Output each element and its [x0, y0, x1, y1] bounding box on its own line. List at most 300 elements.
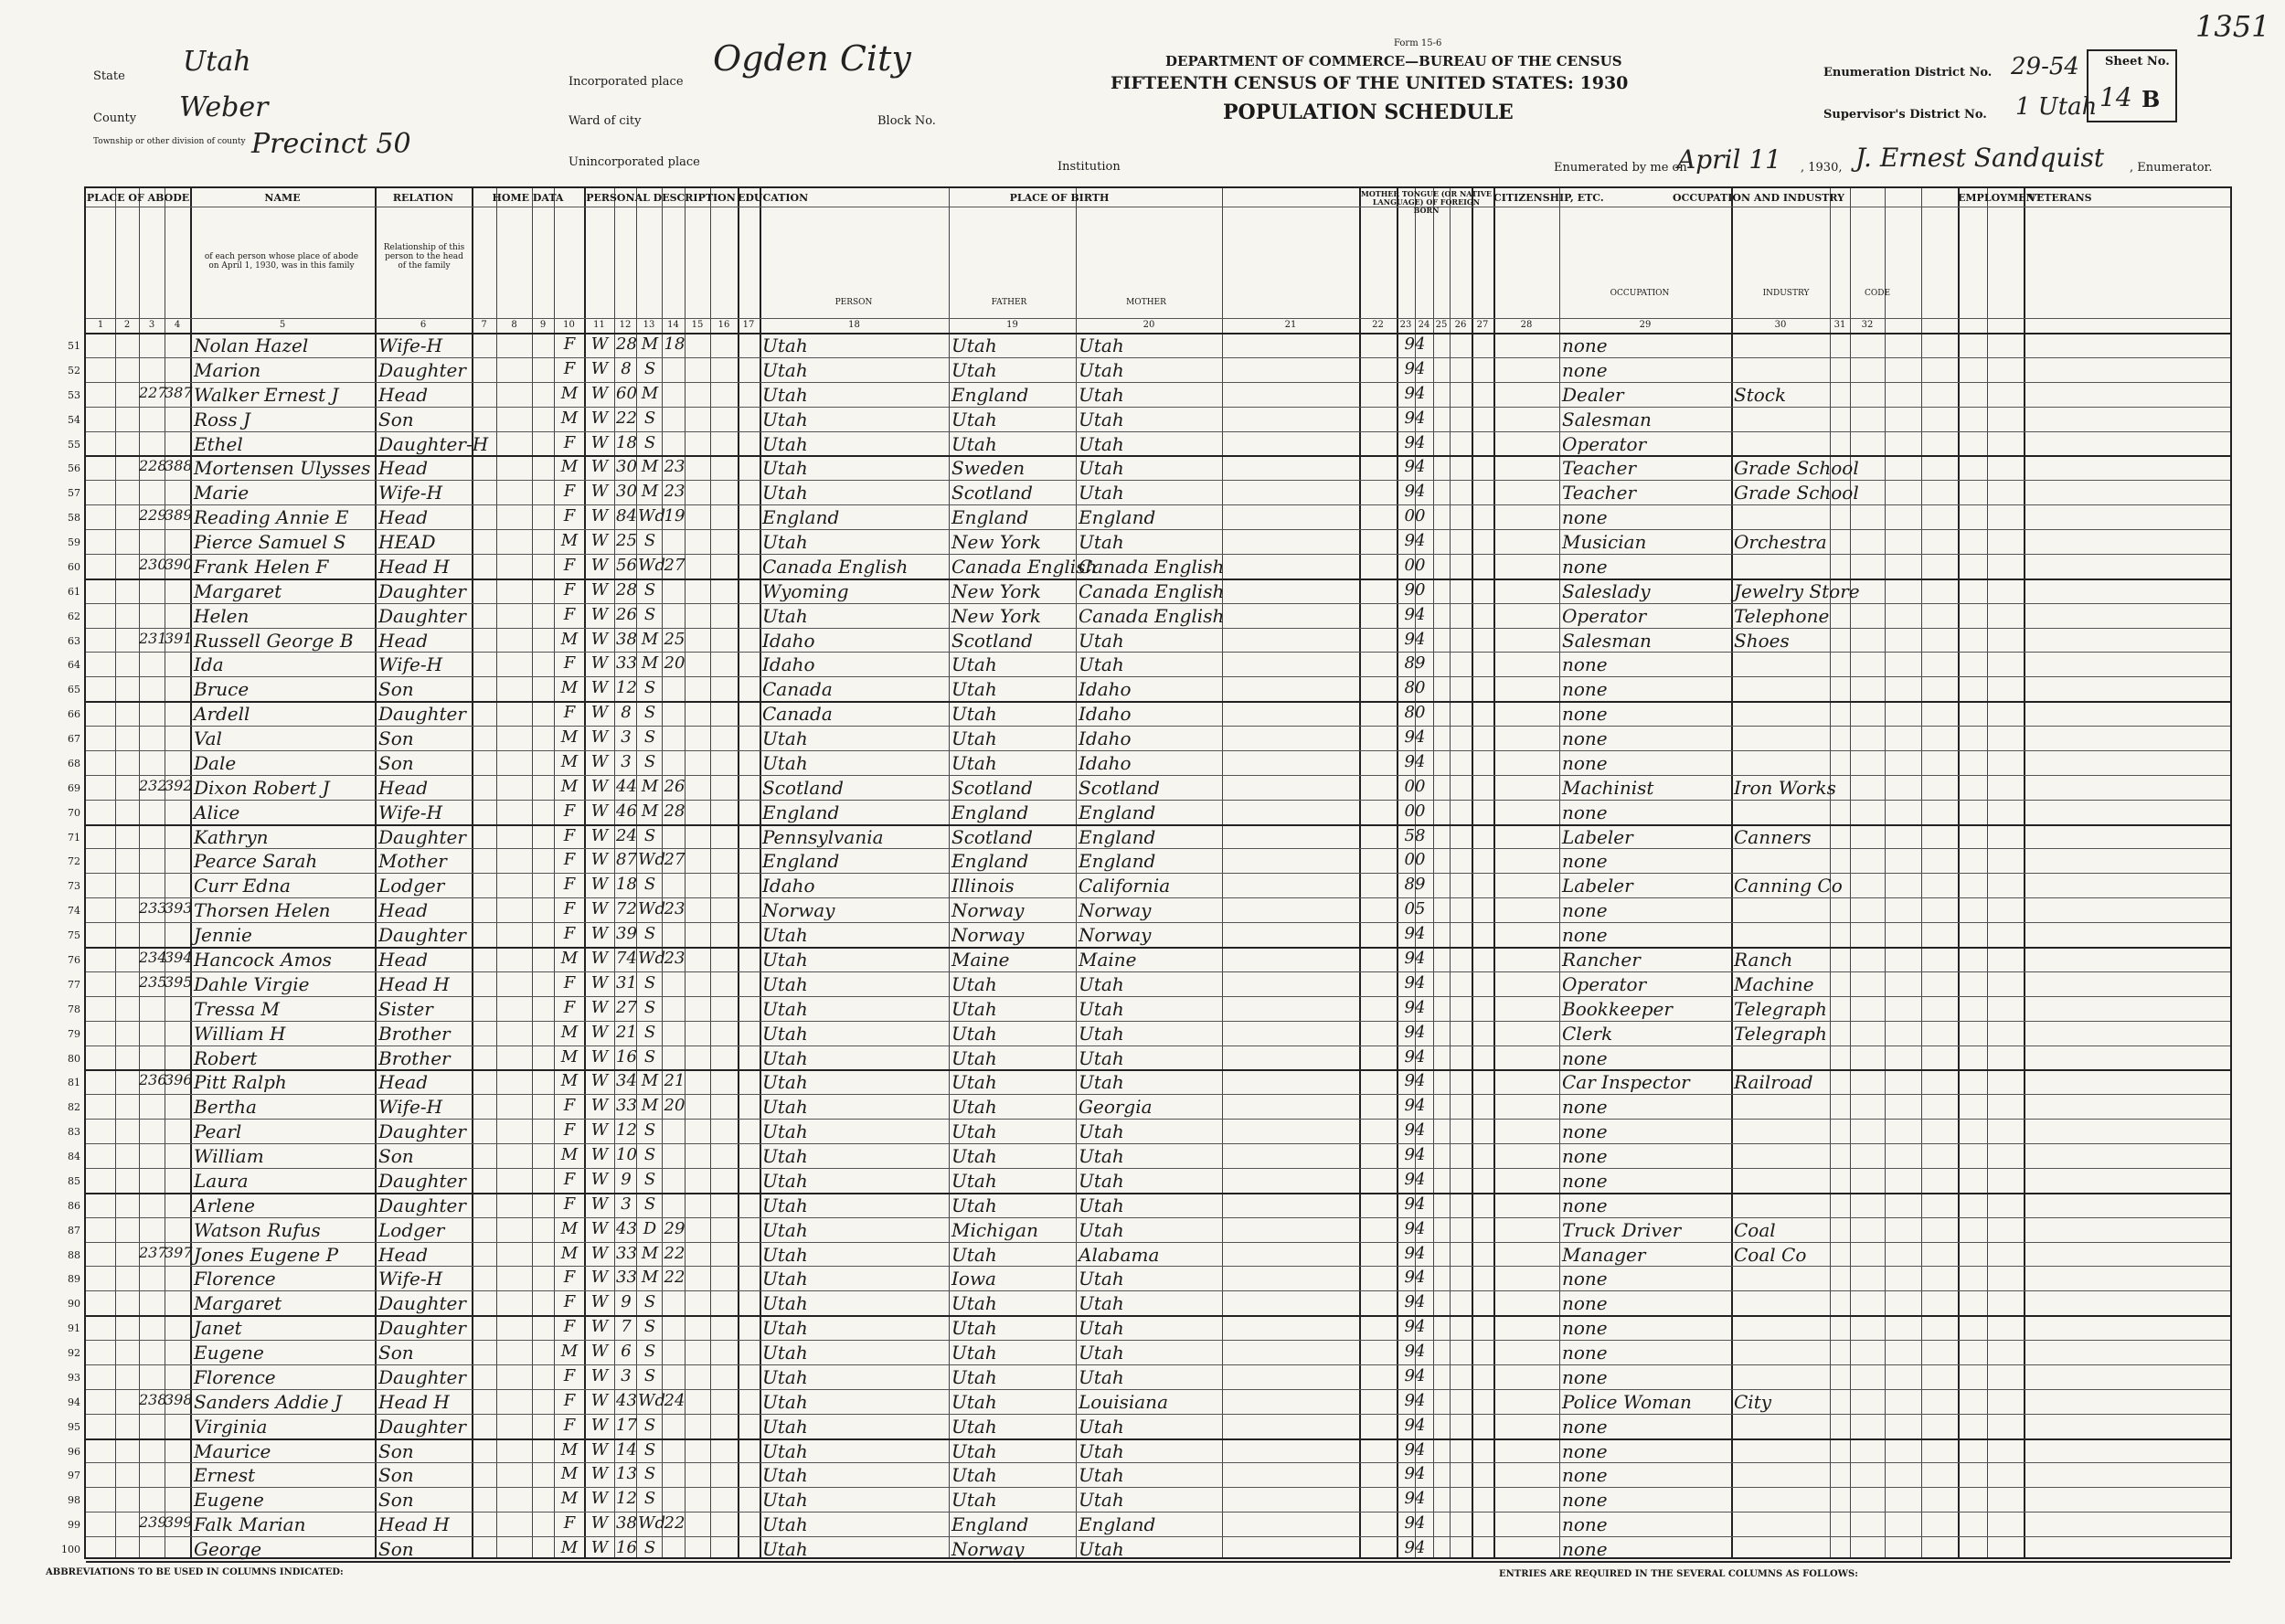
cell-race: W	[590, 1464, 609, 1484]
cell-ms: S	[643, 1046, 656, 1067]
column-number: 26	[1454, 320, 1467, 330]
cell-fpob: Utah	[951, 972, 997, 995]
cell-sex: F	[563, 1169, 576, 1189]
cell-ms: S	[643, 408, 656, 428]
cell-ln: 52	[68, 364, 80, 377]
cell-fpob: Utah	[951, 358, 997, 381]
cell-race: W	[590, 579, 609, 600]
cell-ln: 79	[68, 1027, 80, 1040]
cell-fpob: Maine	[951, 949, 1010, 971]
cell-ms: M	[641, 776, 659, 796]
township-value: Precinct 50	[251, 128, 411, 160]
row-rule	[86, 628, 2230, 629]
cell-fpob: Utah	[951, 1390, 997, 1413]
cell-fam: 393	[165, 899, 193, 918]
cell-rel: Daughter	[378, 1120, 466, 1143]
cell-code: 94	[1404, 1218, 1426, 1238]
column-number: 25	[1435, 320, 1448, 330]
cell-sex: F	[563, 825, 576, 845]
group-heading: OCCUPATION AND INDUSTRY	[1673, 192, 1844, 204]
cell-age: 22	[616, 408, 637, 428]
cell-ln: 61	[68, 585, 80, 598]
cell-fpob: New York	[951, 579, 1041, 602]
cell-rel: Daughter	[378, 825, 466, 848]
col-head-father: FATHER	[991, 298, 1027, 307]
cell-age: 24	[616, 825, 637, 845]
cell-sex: M	[560, 383, 579, 403]
column-number: 7	[481, 320, 487, 330]
cell-fpob: Utah	[951, 653, 997, 676]
cell-sex: F	[563, 358, 576, 378]
col-head-industry: INDUSTRY	[1762, 289, 1810, 298]
cell-fpob: Utah	[951, 1464, 997, 1487]
cell-ln: 87	[68, 1224, 80, 1237]
cell-age: 3	[621, 1194, 632, 1214]
cell-dw: 232	[139, 776, 167, 794]
cell-occ: none	[1562, 1268, 1608, 1290]
cell-sex: F	[563, 555, 576, 575]
cell-ms: S	[643, 1120, 656, 1141]
cell-ms: S	[643, 924, 656, 944]
cell-sex: M	[560, 1464, 579, 1484]
column-number: 9	[539, 320, 547, 330]
cell-age: 33	[616, 1243, 637, 1263]
cell-occ: none	[1562, 1538, 1608, 1561]
cell-name: Dixon Robert J	[194, 776, 330, 799]
cell-pob: Utah	[762, 531, 808, 554]
cell-sex: F	[563, 579, 576, 600]
cell-rel: Daughter	[378, 1292, 466, 1315]
cell-age: 39	[616, 924, 637, 944]
cell-rel: Daughter-H	[378, 432, 489, 455]
cell-code: 94	[1404, 482, 1426, 502]
row-rule	[86, 1389, 2230, 1390]
cell-fpob: Norway	[951, 924, 1025, 947]
row-rule	[86, 504, 2230, 505]
cell-ms: Wd	[638, 850, 666, 870]
cell-code: 80	[1404, 703, 1426, 723]
cell-fpob: Utah	[951, 1194, 997, 1216]
cell-pob: Utah	[762, 1489, 808, 1512]
cell-age: 33	[616, 1268, 637, 1288]
cell-name: Pitt Ralph	[194, 1071, 287, 1094]
cell-pob: Pennsylvania	[762, 825, 884, 848]
form-number: Form 15-6	[1394, 38, 1442, 48]
cell-code: 05	[1404, 899, 1426, 919]
col-head-person: PERSON	[834, 298, 873, 307]
cell-name: William	[194, 1145, 264, 1168]
cell-sex: F	[563, 801, 576, 821]
cell-ms: Wd	[638, 1513, 666, 1534]
cell-name: Jennie	[194, 924, 252, 947]
cell-ms: S	[643, 997, 656, 1017]
row-rule	[86, 1290, 2230, 1291]
cell-name: Marion	[194, 358, 261, 381]
cell-mpob: Utah	[1079, 1071, 1124, 1094]
cell-ln: 89	[68, 1273, 80, 1286]
cell-fpob: Utah	[951, 1292, 997, 1315]
cell-sex: F	[563, 924, 576, 944]
cell-am: 25	[664, 629, 686, 649]
cell-mpob: Alabama	[1079, 1243, 1160, 1266]
cell-am: 22	[664, 1513, 686, 1534]
cell-age: 33	[616, 653, 637, 674]
cell-age: 10	[616, 1145, 637, 1165]
cell-code: 94	[1404, 1096, 1426, 1116]
department-line: DEPARTMENT OF COMMERCE—BUREAU OF THE CENSUS	[1165, 53, 1622, 69]
cell-rel: Head	[378, 949, 429, 971]
unincorporated-label: Unincorporated place	[569, 155, 700, 169]
cell-occ: none	[1562, 1342, 1608, 1364]
cell-ind: Telegraph	[1734, 997, 1827, 1020]
group-heading: EMPLOYMENT	[1958, 192, 2043, 204]
cell-race: W	[590, 1194, 609, 1214]
cell-code: 94	[1404, 629, 1426, 649]
cell-rel: Son	[378, 1538, 414, 1561]
cell-fpob: Scotland	[951, 825, 1033, 848]
cell-race: W	[590, 924, 609, 944]
cell-pob: Utah	[762, 1365, 808, 1388]
cell-code: 94	[1404, 1390, 1426, 1410]
cell-race: W	[590, 334, 609, 354]
cell-occ: Teacher	[1562, 457, 1637, 480]
cell-ln: 98	[68, 1494, 80, 1507]
column-number: 32	[1861, 320, 1874, 330]
cell-ms: M	[641, 1096, 659, 1116]
cell-fpob: Sweden	[951, 457, 1026, 480]
cell-race: W	[590, 555, 609, 575]
cell-mpob: England	[1079, 801, 1156, 823]
cell-mpob: Utah	[1079, 1022, 1124, 1045]
cell-ms: S	[643, 875, 656, 895]
row-rule	[86, 431, 2230, 432]
cell-ms: S	[643, 358, 656, 378]
cell-age: 7	[621, 1317, 632, 1337]
cell-race: W	[590, 997, 609, 1017]
cell-ms: M	[641, 653, 659, 674]
cell-sex: M	[560, 1439, 579, 1459]
cell-fam: 390	[165, 555, 193, 573]
cell-occ: Saleslady	[1562, 579, 1651, 602]
col-head-code: CODE	[1864, 289, 1891, 298]
cell-name: Robert	[194, 1046, 258, 1069]
cell-age: 3	[621, 1365, 632, 1385]
cell-name: Reading Annie E	[194, 506, 349, 529]
cell-race: W	[590, 1046, 609, 1067]
cell-occ: none	[1562, 1046, 1608, 1069]
cell-mpob: Utah	[1079, 1317, 1124, 1340]
cell-code: 94	[1404, 1538, 1426, 1558]
cell-mpob: Utah	[1079, 653, 1124, 676]
cell-age: 21	[616, 1022, 637, 1042]
block-label: Block No.	[877, 114, 936, 128]
col-head-relation: Relationship of this person to the head of the family	[383, 243, 465, 271]
cell-ln: 57	[68, 487, 80, 500]
group-heading: CITIZENSHIP, ETC.	[1493, 192, 1604, 204]
cell-ln: 93	[68, 1371, 80, 1384]
incorporated-label: Incorporated place	[569, 75, 684, 89]
row-rule	[86, 848, 2230, 849]
column-number: 5	[279, 320, 286, 330]
cell-pob: Norway	[762, 899, 835, 922]
cell-ms: S	[643, 1415, 656, 1435]
group-heading: NAME	[264, 192, 301, 204]
cell-name: Sanders Addie J	[194, 1390, 342, 1413]
cell-rel: Head	[378, 1071, 429, 1094]
cell-age: 56	[616, 555, 637, 575]
cell-sex: M	[560, 1071, 579, 1091]
cell-ind: City	[1734, 1390, 1772, 1413]
cell-dw: 228	[139, 457, 167, 475]
cell-code: 94	[1404, 1071, 1426, 1091]
cell-name: Ethel	[194, 432, 243, 455]
cell-occ: Labeler	[1562, 825, 1633, 848]
cell-code: 94	[1404, 1243, 1426, 1263]
cell-dw: 227	[139, 383, 167, 401]
cell-ms: M	[641, 1243, 659, 1263]
cell-race: W	[590, 1513, 609, 1534]
row-rule	[86, 1266, 2230, 1267]
cell-mpob: Utah	[1079, 1046, 1124, 1069]
cell-pob: Utah	[762, 1390, 808, 1413]
cell-ln: 54	[68, 413, 80, 426]
col-head-mother: MOTHER	[1126, 298, 1166, 307]
cell-sex: M	[560, 408, 579, 428]
cell-code: 94	[1404, 1317, 1426, 1337]
cell-fam: 395	[165, 972, 193, 991]
cell-pob: Utah	[762, 1071, 808, 1094]
cell-ms: Wd	[638, 1390, 666, 1410]
cell-code: 94	[1404, 1194, 1426, 1214]
cell-age: 18	[616, 432, 637, 452]
cell-sex: F	[563, 1317, 576, 1337]
cell-ms: Wd	[638, 949, 666, 968]
row-rule	[86, 1143, 2230, 1144]
cell-sex: F	[563, 997, 576, 1017]
row-rule	[86, 1414, 2230, 1415]
cell-code: 94	[1404, 1513, 1426, 1534]
cell-occ: none	[1562, 1415, 1608, 1438]
cell-pob: Utah	[762, 1120, 808, 1143]
cell-name: Alice	[194, 801, 240, 823]
cell-fpob: Utah	[951, 727, 997, 750]
cell-race: W	[590, 1538, 609, 1558]
cell-fpob: England	[951, 383, 1029, 406]
cell-pob: Utah	[762, 383, 808, 406]
cell-fpob: England	[951, 801, 1029, 823]
cell-pob: Utah	[762, 924, 808, 947]
cell-ln: 100	[61, 1544, 80, 1556]
cell-race: W	[590, 850, 609, 870]
cell-name: Bruce	[194, 678, 250, 701]
cell-am: 20	[664, 1096, 686, 1116]
cell-dw: 239	[139, 1513, 167, 1532]
group-heading: PERSONAL DESCRIPTION	[586, 192, 736, 204]
cell-ln: 96	[68, 1445, 80, 1458]
county-label: County	[93, 111, 137, 125]
cell-race: W	[590, 1292, 609, 1312]
cell-code: 94	[1404, 432, 1426, 452]
cell-mpob: Utah	[1079, 1268, 1124, 1290]
cell-ln: 62	[68, 610, 80, 622]
cell-am: 22	[664, 1243, 686, 1263]
cell-ms: S	[643, 678, 656, 698]
cell-rel: Son	[378, 1439, 414, 1462]
cell-dw: 234	[139, 949, 167, 966]
cell-ind: Shoes	[1734, 629, 1790, 652]
cell-race: W	[590, 1169, 609, 1189]
cell-ms: S	[643, 1439, 656, 1459]
cell-ln: 53	[68, 388, 80, 401]
cell-sex: F	[563, 482, 576, 502]
cell-ln: 80	[68, 1052, 80, 1065]
cell-pob: Utah	[762, 972, 808, 995]
cell-ms: S	[643, 1464, 656, 1484]
cell-ln: 84	[68, 1151, 80, 1163]
cell-mpob: Canada English	[1079, 579, 1225, 602]
cell-race: W	[590, 1243, 609, 1263]
row-rule	[86, 1217, 2230, 1218]
cell-ms: M	[641, 801, 659, 821]
cell-sex: M	[560, 629, 579, 649]
cell-code: 94	[1404, 604, 1426, 624]
cell-fpob: Utah	[951, 1317, 997, 1340]
cell-ln: 70	[68, 806, 80, 819]
cell-mpob: Georgia	[1079, 1096, 1153, 1119]
cell-race: W	[590, 678, 609, 698]
cell-mpob: Utah	[1079, 334, 1124, 356]
cell-fam: 392	[165, 776, 193, 794]
cell-race: W	[590, 506, 609, 526]
cell-ind: Jewelry Store	[1734, 579, 1860, 602]
cell-ind: Canning Co	[1734, 875, 1843, 897]
cell-am: 18	[664, 334, 686, 354]
cell-race: W	[590, 727, 609, 748]
cell-occ: Operator	[1562, 432, 1647, 455]
cell-race: W	[590, 899, 609, 919]
cell-ln: 67	[68, 733, 80, 746]
cell-am: 27	[664, 555, 686, 575]
cell-ms: S	[643, 1489, 656, 1509]
sd-label: Supervisor's District No.	[1823, 108, 1987, 122]
cell-mpob: Maine	[1079, 949, 1137, 971]
cell-pob: Utah	[762, 408, 808, 430]
column-number: 28	[1520, 320, 1533, 330]
cell-code: 94	[1404, 1268, 1426, 1288]
row-rule	[86, 652, 2230, 653]
column-number: 17	[742, 320, 755, 330]
cell-occ: none	[1562, 1169, 1608, 1192]
cell-ln: 94	[68, 1396, 80, 1408]
cell-rel: Son	[378, 727, 414, 750]
enumerated-year: , 1930,	[1801, 161, 1843, 175]
column-number: 8	[511, 320, 517, 330]
cell-am: 27	[664, 850, 686, 870]
cell-pob: Utah	[762, 727, 808, 750]
cell-pob: Utah	[762, 1292, 808, 1315]
cell-code: 94	[1404, 1439, 1426, 1459]
cell-age: 31	[616, 972, 637, 992]
cell-rel: Daughter	[378, 703, 466, 726]
cell-mpob: England	[1079, 850, 1156, 873]
cell-occ: Police Woman	[1562, 1390, 1692, 1413]
cell-pob: Utah	[762, 1513, 808, 1536]
cell-name: Arlene	[194, 1194, 255, 1216]
cell-rel: Head	[378, 899, 429, 922]
cell-pob: Idaho	[762, 629, 815, 652]
cell-mpob: Utah	[1079, 1218, 1124, 1241]
row-rule	[86, 1512, 2230, 1513]
cell-rel: Brother	[378, 1022, 451, 1045]
cell-fam: 397	[165, 1243, 193, 1261]
col-head-occupation: OCCUPATION	[1610, 289, 1670, 298]
cell-age: 38	[616, 629, 637, 649]
cell-occ: Labeler	[1562, 875, 1633, 897]
cell-ms: S	[643, 1194, 656, 1214]
cell-sex: F	[563, 1194, 576, 1214]
cell-age: 28	[616, 334, 637, 354]
cell-occ: none	[1562, 1464, 1608, 1487]
enumerator-label: , Enumerator.	[2130, 161, 2213, 175]
cell-fpob: England	[951, 506, 1029, 529]
cell-pob: Utah	[762, 1464, 808, 1487]
column-number: 27	[1476, 320, 1489, 330]
cell-age: 87	[616, 850, 637, 870]
cell-rel: Lodger	[378, 1218, 445, 1241]
cell-ms: S	[643, 825, 656, 845]
cell-name: Val	[194, 727, 222, 750]
cell-fpob: Utah	[951, 432, 997, 455]
cell-dw: 230	[139, 555, 167, 573]
cell-race: W	[590, 1365, 609, 1385]
cell-mpob: Utah	[1079, 383, 1124, 406]
entries-title: ENTRIES ARE REQUIRED IN THE SEVERAL COLUMNS AS FOLLOWS:	[1499, 1569, 1858, 1579]
cell-mpob: Utah	[1079, 1169, 1124, 1192]
row-rule	[86, 1094, 2230, 1095]
cell-ln: 75	[68, 929, 80, 942]
cell-sex: F	[563, 1365, 576, 1385]
cell-code: 80	[1404, 678, 1426, 698]
footer	[37, 1565, 2248, 1619]
cell-ms: S	[643, 703, 656, 723]
cell-am: 23	[664, 457, 686, 477]
cell-fpob: Utah	[951, 1439, 997, 1462]
cell-am: 22	[664, 1268, 686, 1288]
cell-code: 94	[1404, 531, 1426, 551]
column-number: 3	[148, 320, 155, 330]
cell-race: W	[590, 1218, 609, 1238]
cell-sex: F	[563, 1096, 576, 1116]
column-number: 4	[174, 320, 181, 330]
cell-ind: Telegraph	[1734, 1022, 1827, 1045]
cell-name: Laura	[194, 1169, 249, 1192]
cell-ln: 86	[68, 1199, 80, 1212]
row-rule	[86, 1462, 2230, 1463]
cell-pob: Idaho	[762, 875, 815, 897]
row-rule	[86, 1119, 2230, 1120]
cell-age: 18	[616, 875, 637, 895]
cell-age: 9	[621, 1292, 632, 1312]
cell-age: 12	[616, 1489, 637, 1509]
cell-pob: Utah	[762, 1218, 808, 1241]
cell-fpob: Scotland	[951, 776, 1033, 799]
column-number: 18	[848, 320, 860, 330]
cell-code: 94	[1404, 1365, 1426, 1385]
cell-fpob: Utah	[951, 1145, 997, 1168]
cell-fpob: England	[951, 1513, 1029, 1536]
cell-pob: Utah	[762, 358, 808, 381]
cell-sex: F	[563, 703, 576, 723]
